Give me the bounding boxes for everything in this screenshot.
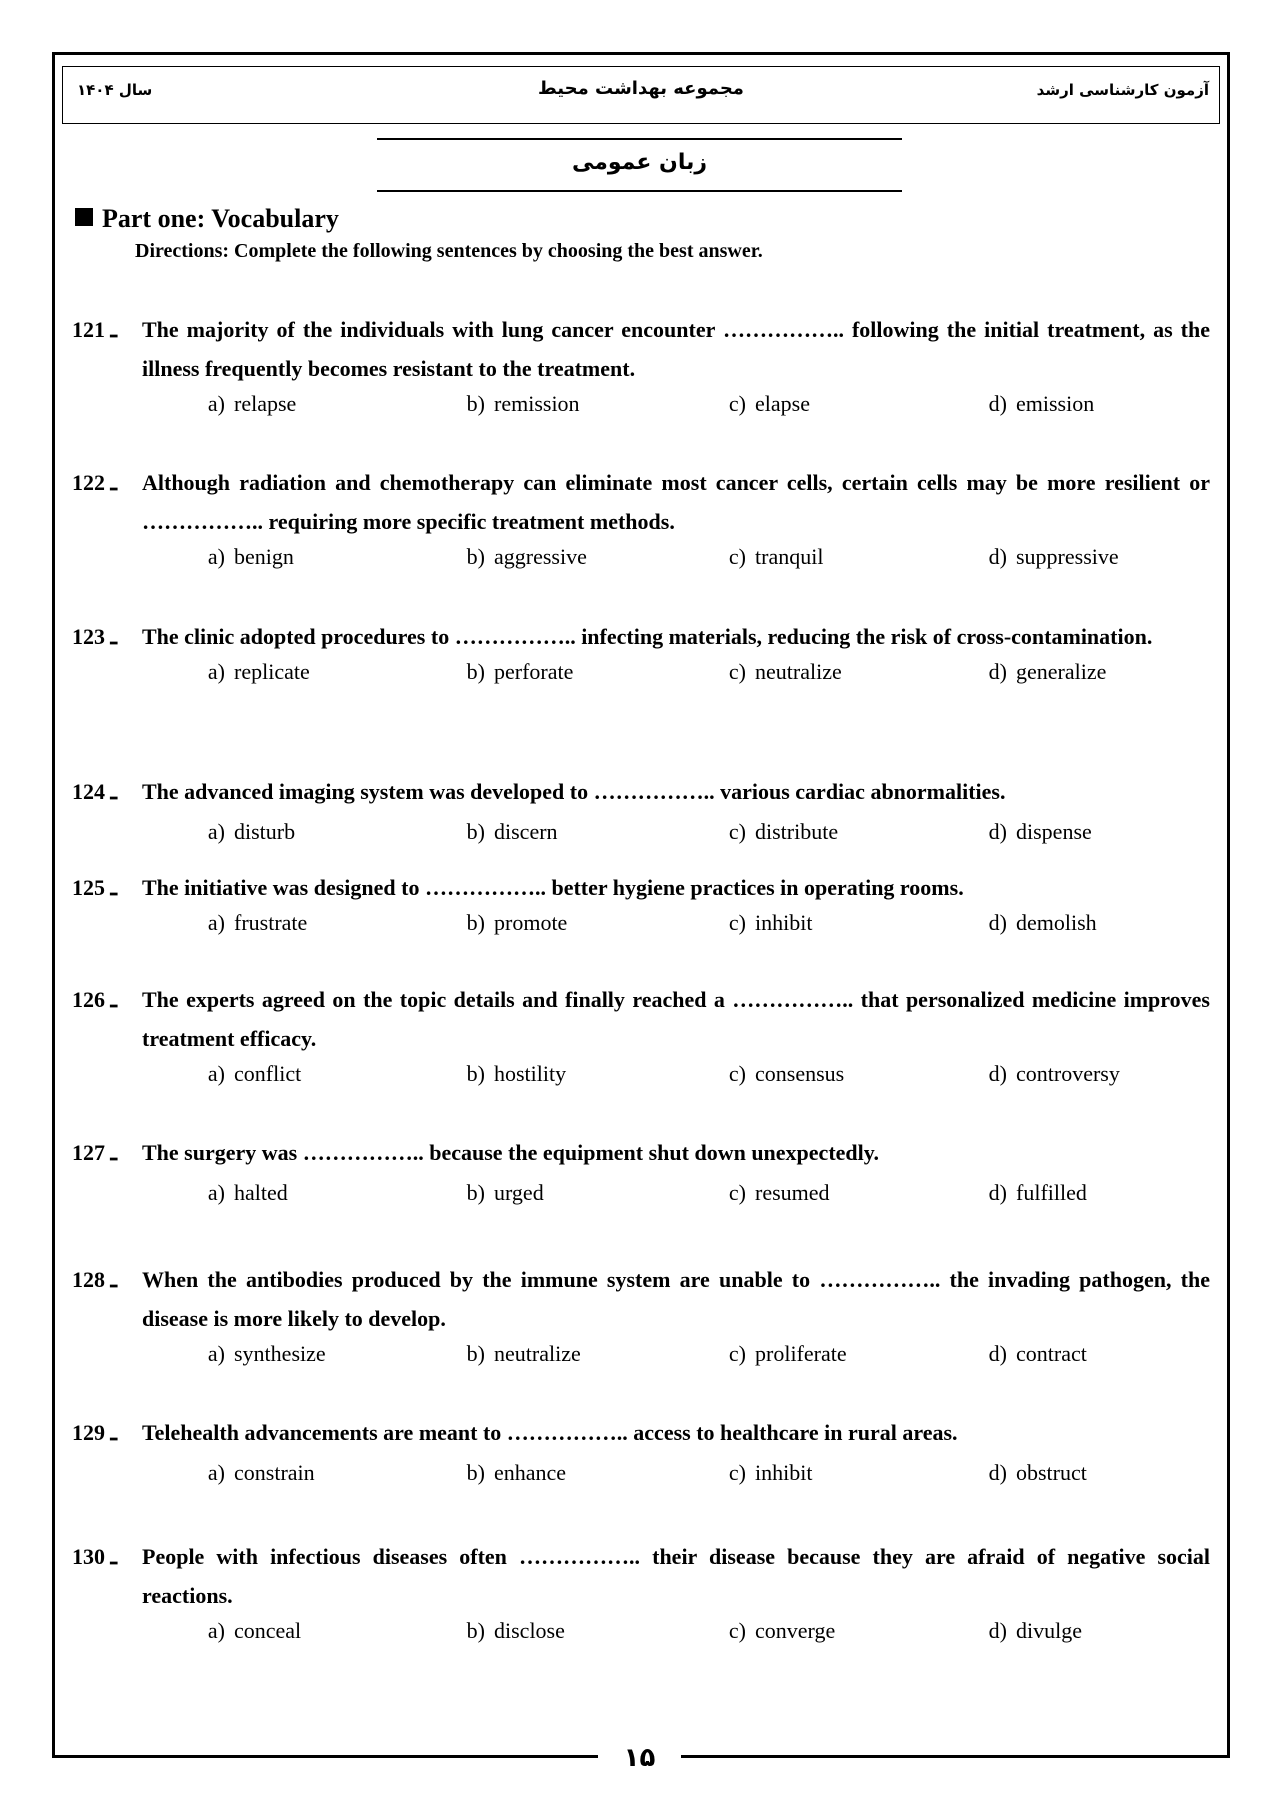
- option-text: generalize: [1016, 659, 1107, 684]
- option-text: disclose: [494, 1618, 565, 1643]
- option-text: obstruct: [1016, 1460, 1087, 1485]
- option-label: a): [207, 1618, 225, 1643]
- question-121: [72, 310, 1210, 420]
- option-d[interactable]: [967, 1457, 1087, 1489]
- option-a[interactable]: [185, 1058, 301, 1090]
- option-d[interactable]: [967, 1338, 1087, 1370]
- option-label: c): [728, 819, 746, 844]
- option-label: c): [728, 544, 746, 569]
- question-text: The experts agreed on the topic details and finally reached a …………….. that personalized medicine improves treatment efficacy.: [142, 987, 1210, 1051]
- option-a[interactable]: [185, 1177, 288, 1209]
- question-number: 130 ـ: [72, 1544, 117, 1569]
- option-label: a): [207, 1180, 225, 1205]
- option-b[interactable]: [445, 907, 567, 939]
- option-text: dispense: [1016, 819, 1092, 844]
- option-text: disturb: [234, 819, 296, 844]
- page-number: ۱۵: [598, 1736, 682, 1780]
- option-c[interactable]: [706, 1177, 830, 1209]
- option-label: b): [466, 819, 485, 844]
- option-a[interactable]: [185, 816, 295, 848]
- option-label: a): [207, 819, 225, 844]
- option-b[interactable]: [445, 1058, 566, 1090]
- options-row: [72, 656, 1210, 688]
- option-label: a): [207, 1061, 225, 1086]
- options-row: [72, 907, 1210, 939]
- option-label: c): [728, 659, 746, 684]
- question-129: [72, 1413, 1210, 1489]
- option-label: a): [207, 391, 225, 416]
- option-a[interactable]: [185, 656, 310, 688]
- question-number: 124 ـ: [72, 779, 117, 804]
- option-label: b): [466, 659, 485, 684]
- question-127: [72, 1133, 1210, 1209]
- option-label: b): [466, 1341, 485, 1366]
- options-row: [72, 388, 1210, 420]
- option-text: enhance: [494, 1460, 567, 1485]
- question-number: 129 ـ: [72, 1420, 117, 1445]
- exam-year: سال ۱۴۰۴: [77, 81, 153, 99]
- question-number: 125 ـ: [72, 875, 117, 900]
- part-heading: [75, 204, 339, 234]
- option-a[interactable]: [185, 1457, 315, 1489]
- option-c[interactable]: [706, 1058, 844, 1090]
- question-text: The majority of the individuals with lung cancer encounter …………….. following the initial treatment, as the illness frequently becomes resistant to the treatment.: [142, 317, 1210, 381]
- option-label: c): [728, 1180, 746, 1205]
- option-text: replicate: [234, 659, 310, 684]
- question-124: [72, 772, 1210, 848]
- option-label: a): [207, 1341, 225, 1366]
- option-label: c): [728, 1341, 746, 1366]
- section-rule-bottom: [377, 190, 902, 192]
- question-text: People with infectious diseases often …………….. their disease because they are afraid of negative social reactions.: [142, 1544, 1210, 1608]
- option-label: a): [207, 544, 225, 569]
- question-text: The clinic adopted procedures to …………….. infecting materials, reducing the risk of cross-contamination.: [142, 624, 1153, 649]
- section-rule-top: [377, 138, 902, 140]
- square-bullet-icon: [75, 208, 93, 226]
- option-text: neutralize: [755, 659, 842, 684]
- options-row: [72, 816, 1210, 848]
- option-d[interactable]: [967, 388, 1094, 420]
- option-c[interactable]: [706, 1338, 847, 1370]
- option-d[interactable]: [967, 1058, 1120, 1090]
- question-number: 127 ـ: [72, 1140, 117, 1165]
- option-text: divulge: [1016, 1618, 1082, 1643]
- options-row: [72, 1058, 1210, 1090]
- option-label: d): [988, 910, 1007, 935]
- question-number: 128 ـ: [72, 1267, 117, 1292]
- question-123: [72, 617, 1210, 688]
- option-label: d): [988, 1460, 1007, 1485]
- option-a[interactable]: [185, 1615, 301, 1647]
- option-d[interactable]: [967, 816, 1092, 848]
- option-label: d): [988, 544, 1007, 569]
- option-text: neutralize: [494, 1341, 581, 1366]
- question-128: [72, 1260, 1210, 1370]
- option-b[interactable]: [445, 656, 573, 688]
- option-label: a): [207, 1460, 225, 1485]
- option-b[interactable]: [445, 1457, 566, 1489]
- option-label: a): [207, 910, 225, 935]
- exam-title: آزمون کارشناسی ارشد: [1036, 81, 1209, 99]
- option-label: d): [988, 391, 1007, 416]
- option-a[interactable]: [185, 541, 294, 573]
- option-c[interactable]: [706, 541, 823, 573]
- question-text: When the antibodies produced by the immune system are unable to …………….. the invading pathogen, the disease is more likely to develop.: [142, 1267, 1210, 1331]
- option-text: discern: [494, 819, 558, 844]
- option-text: emission: [1016, 391, 1095, 416]
- option-a[interactable]: [185, 1338, 326, 1370]
- option-label: b): [466, 1618, 485, 1643]
- option-b[interactable]: [445, 1338, 581, 1370]
- option-text: inhibit: [755, 1460, 813, 1485]
- option-text: relapse: [234, 391, 297, 416]
- option-text: tranquil: [755, 544, 824, 569]
- option-label: b): [466, 910, 485, 935]
- question-text: The surgery was …………….. because the equipment shut down unexpectedly.: [142, 1140, 880, 1165]
- option-c[interactable]: [706, 816, 838, 848]
- option-text: hostility: [494, 1061, 567, 1086]
- option-text: urged: [494, 1180, 544, 1205]
- option-c[interactable]: [706, 1457, 812, 1489]
- option-text: suppressive: [1016, 544, 1119, 569]
- option-text: remission: [494, 391, 580, 416]
- option-b[interactable]: [445, 1177, 544, 1209]
- option-label: c): [728, 1618, 746, 1643]
- option-label: b): [466, 1180, 485, 1205]
- option-d[interactable]: [967, 1177, 1087, 1209]
- question-number: 126 ـ: [72, 987, 117, 1012]
- option-text: frustrate: [234, 910, 308, 935]
- question-122: [72, 463, 1210, 573]
- option-a[interactable]: [185, 388, 296, 420]
- part-title: Part one: Vocabulary: [102, 204, 339, 233]
- option-d[interactable]: [967, 907, 1097, 939]
- option-text: synthesize: [234, 1341, 326, 1366]
- option-text: benign: [234, 544, 294, 569]
- option-text: promote: [494, 910, 568, 935]
- option-label: b): [466, 391, 485, 416]
- question-130: [72, 1537, 1210, 1647]
- option-text: conceal: [234, 1618, 302, 1643]
- question-125: [72, 868, 1210, 939]
- option-label: d): [988, 1061, 1007, 1086]
- option-c[interactable]: [706, 388, 810, 420]
- option-text: perforate: [494, 659, 574, 684]
- option-label: d): [988, 1618, 1007, 1643]
- option-b[interactable]: [445, 388, 580, 420]
- option-c[interactable]: [706, 656, 842, 688]
- page-header: [62, 66, 1220, 124]
- option-text: elapse: [755, 391, 810, 416]
- question-text: Telehealth advancements are meant to …………….. access to healthcare in rural areas.: [142, 1420, 958, 1445]
- option-text: resumed: [755, 1180, 830, 1205]
- option-text: distribute: [755, 819, 839, 844]
- option-label: b): [466, 544, 485, 569]
- option-label: c): [728, 391, 746, 416]
- options-row: [72, 541, 1210, 573]
- option-label: d): [988, 1180, 1007, 1205]
- option-text: aggressive: [494, 544, 587, 569]
- question-126: [72, 980, 1210, 1090]
- page-number-container: [0, 1736, 1279, 1780]
- option-text: consensus: [755, 1061, 845, 1086]
- option-label: b): [466, 1460, 485, 1485]
- option-b[interactable]: [445, 541, 587, 573]
- option-text: converge: [755, 1618, 836, 1643]
- options-row: [72, 1615, 1210, 1647]
- option-label: b): [466, 1061, 485, 1086]
- option-label: d): [988, 819, 1007, 844]
- option-label: c): [728, 910, 746, 935]
- question-number: 123 ـ: [72, 624, 117, 649]
- option-label: c): [728, 1460, 746, 1485]
- option-d[interactable]: [967, 541, 1119, 573]
- option-text: contract: [1016, 1341, 1087, 1366]
- option-a[interactable]: [185, 907, 307, 939]
- option-label: d): [988, 1341, 1007, 1366]
- option-text: proliferate: [755, 1341, 847, 1366]
- question-number: 121 ـ: [72, 317, 117, 342]
- option-c[interactable]: [706, 1615, 835, 1647]
- question-text: Although radiation and chemotherapy can eliminate most cancer cells, certain cells may be more resilient or …………….. requiring more specific treatment methods.: [142, 470, 1210, 534]
- option-label: d): [988, 659, 1007, 684]
- option-text: inhibit: [755, 910, 813, 935]
- option-text: fulfilled: [1016, 1180, 1087, 1205]
- option-d[interactable]: [967, 1615, 1082, 1647]
- option-text: controversy: [1016, 1061, 1120, 1086]
- option-d[interactable]: [967, 656, 1106, 688]
- section-title: زبان عمومی: [571, 150, 708, 175]
- option-b[interactable]: [445, 816, 558, 848]
- option-b[interactable]: [445, 1615, 565, 1647]
- directions: Directions: Complete the following sentences by choosing the best answer.: [135, 240, 763, 262]
- option-label: a): [207, 659, 225, 684]
- options-row: [72, 1457, 1210, 1489]
- option-label: c): [728, 1061, 746, 1086]
- option-text: conflict: [234, 1061, 302, 1086]
- option-text: halted: [234, 1180, 288, 1205]
- subject-title: مجموعه بهداشت محیط: [538, 78, 744, 99]
- options-row: [72, 1338, 1210, 1370]
- question-text: The advanced imaging system was developed to …………….. various cardiac abnormalities.: [142, 779, 1006, 804]
- question-number: 122 ـ: [72, 470, 117, 495]
- option-text: constrain: [234, 1460, 315, 1485]
- options-row: [72, 1177, 1210, 1209]
- question-text: The initiative was designed to …………….. better hygiene practices in operating rooms.: [142, 875, 964, 900]
- option-text: demolish: [1016, 910, 1097, 935]
- option-c[interactable]: [706, 907, 812, 939]
